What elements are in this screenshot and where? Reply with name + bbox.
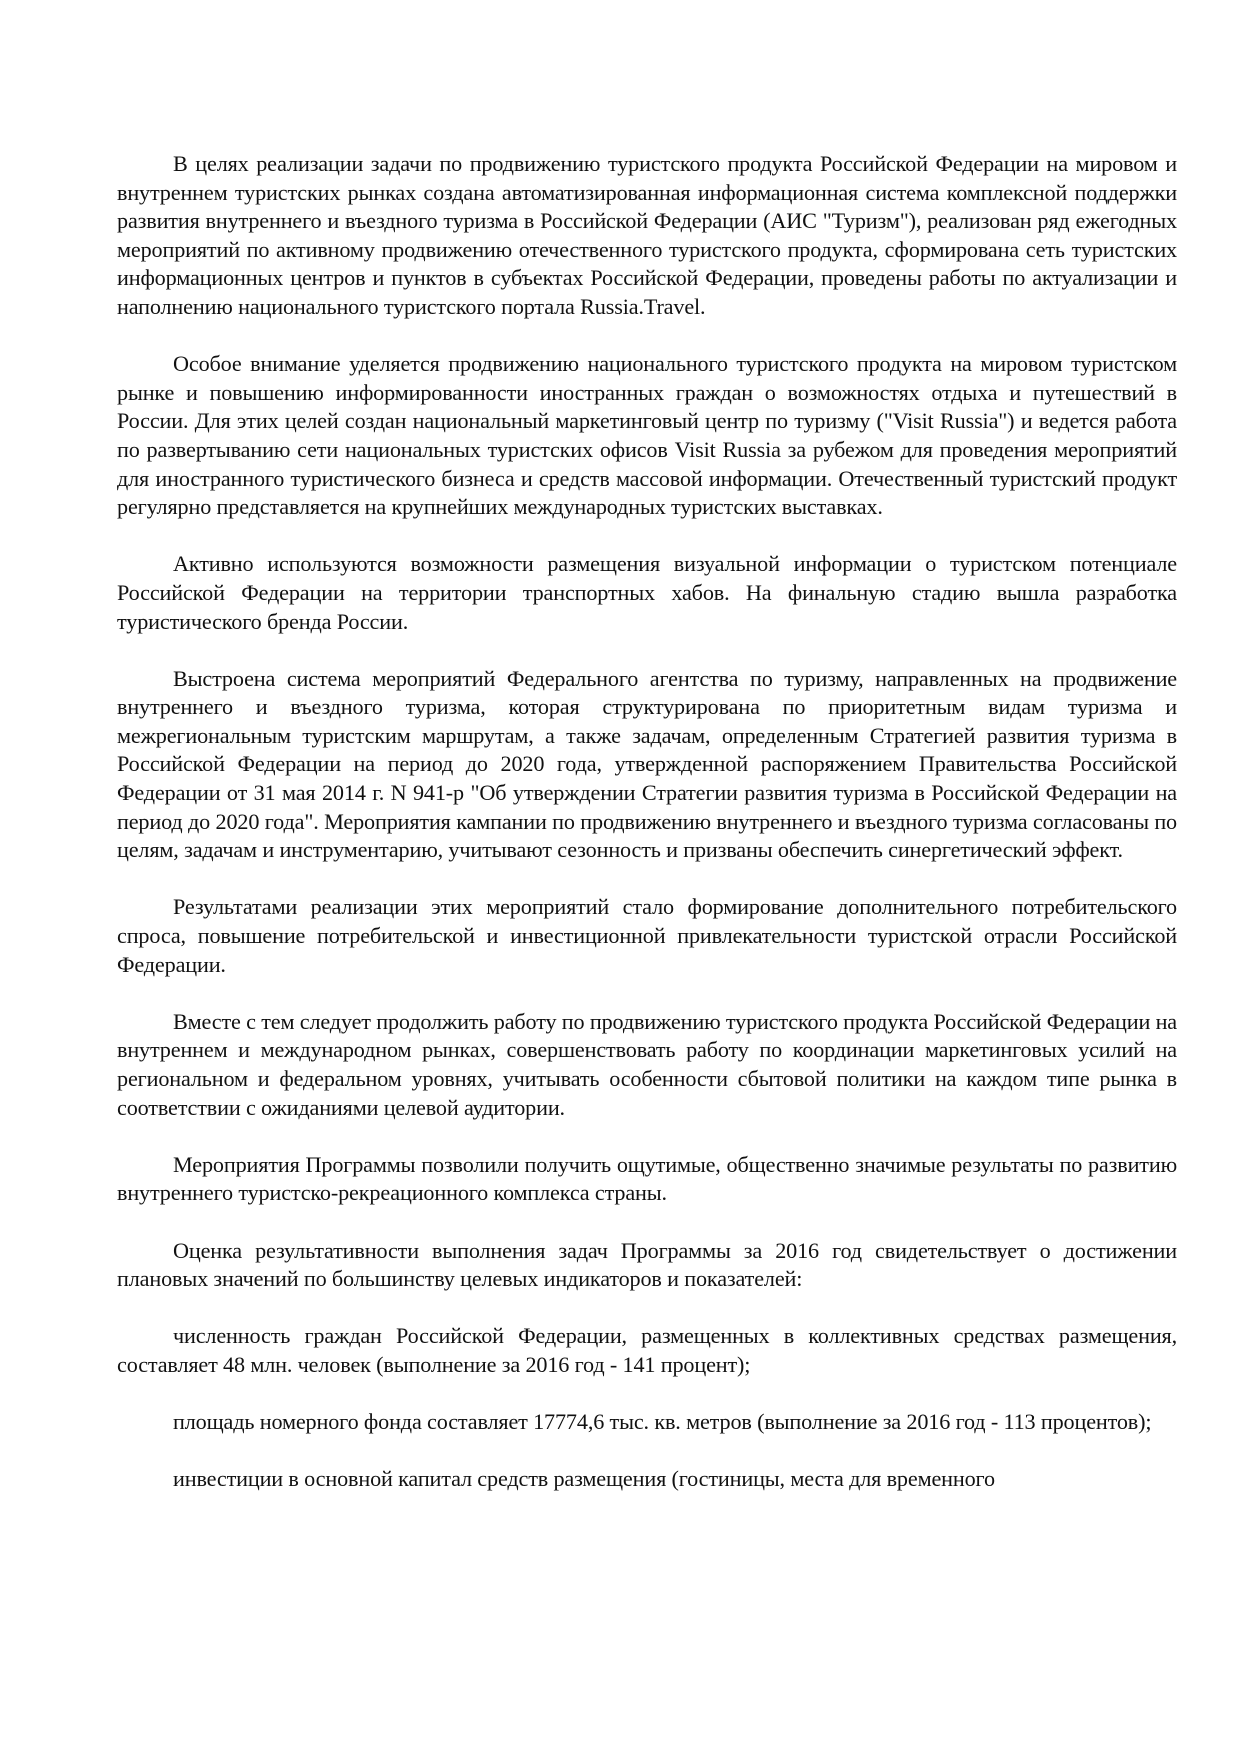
paragraph-transport-hubs: Активно используются возможности размещения визуальной информации о туристском потенциале Российской Федерации на территории транспортных хабов. На финальную стадию вышла разработка туристического бренда России. bbox=[117, 551, 1177, 634]
indicator-investments: инвестиции в основной капитал средств размещения (гостиницы, места для временного bbox=[173, 1466, 995, 1492]
paragraph-continue-work: Вместе с тем следует продолжить работу по продвижению туристского продукта Российской Федерации на внутреннем и международном рынках, совершенствовать работу по координации маркетинговых усилий на региональном и федеральном уровнях, учитывать особенности сбытовой политики на каждом типе рынка в соответствии с ожиданиями целевой аудитории. bbox=[117, 1008, 1177, 1120]
indicator-room-fund-area: площадь номерного фонда составляет 17774,6 тыс. кв. метров (выполнение за 2016 год - 113 процентов); bbox=[173, 1409, 1152, 1435]
paragraph-program-results: Мероприятия Программы позволили получить ощутимые, общественно значимые результаты по развитию внутреннего туристско-рекреационного комплекса страны. bbox=[117, 1151, 1177, 1206]
paragraph-results: Результатами реализации этих мероприятий стало формирование дополнительного потребительского спроса, повышение потребительской и инвестиционной привлекательности туристской отрасли Российской Федерации. bbox=[117, 894, 1177, 977]
paragraph-rosturizm-system: Выстроена система мероприятий Федерального агентства по туризму, направленных на продвижение внутреннего и въездного туризма, которая структурирована по приоритетным видам туризма и межрегиональным туристским маршрутам, а также задачам, определенным Стратегией развития туризма в Российской Федерации на период до 2020 года, утвержденной распоряжением Правительства Российской Федерации от 31 мая 2014 г. N 941-р "Об утверждении Стратегии развития туризма в Российской Федерации на период до 2020 года". Мероприятия кампании по продвижению внутреннего и въездного туризма согласованы по целям, задачам и инструментарию, учитывают сезонность и призваны обеспечить синергетический эффект. bbox=[117, 665, 1177, 863]
paragraph-promotion-ais: В целях реализации задачи по продвижению туристского продукта Российской Федерации на мировом и внутреннем туристских рынках создана автоматизированная информационная система комплексной поддержки развития внутреннего и въездного туризма в Российской Федерации (АИС "Туризм"), реализован ряд ежегодных мероприятий по активному продвижению отечественного туристского продукта, сформирована сеть туристских информационных центров и пунктов в субъектах Российской Федерации, проведены работы по актуализации и наполнению национального туристского портала Russia.Travel. bbox=[117, 151, 1177, 319]
document-page bbox=[117, 150, 1177, 1523]
paragraph-evaluation-2016: Оценка результативности выполнения задач Программы за 2016 год свидетельствует о достижении плановых значений по большинству целевых индикаторов и показателей: bbox=[117, 1237, 1177, 1292]
indicator-citizens-accommodated: численность граждан Российской Федерации, размещенных в коллективных средствах размещения, составляет 48 млн. человек (выполнение за 2016 год - 141 процент); bbox=[117, 1323, 1177, 1377]
paragraph-visit-russia: Особое внимание уделяется продвижению национального туристского продукта на мировом туристском рынке и повышению информированности иностранных граждан о возможностях отдыха и путешествий в России. Для этих целей создан национальный маркетинговый центр по туризму ("Visit Russia") и ведется работа по развертыванию сети национальных туристских офисов Visit Russia за рубежом для проведения мероприятий для иностранного туристического бизнеса и средств массовой информации. Отечественный туристский продукт регулярно представляется на крупнейших международных туристских выставках. bbox=[117, 351, 1177, 520]
